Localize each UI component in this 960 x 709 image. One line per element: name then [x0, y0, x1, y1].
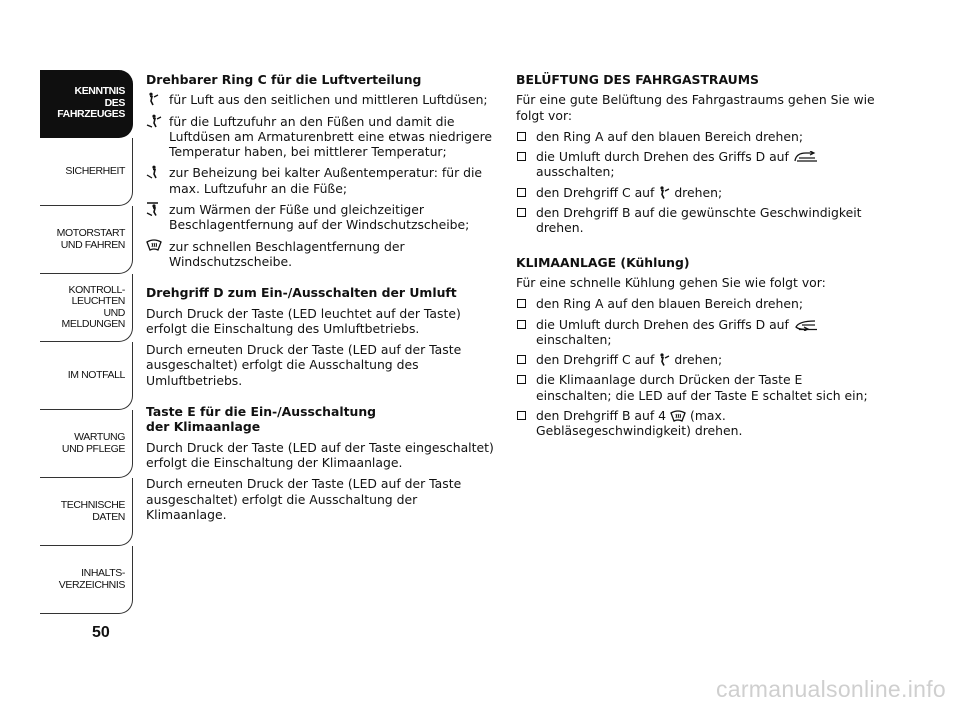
- list-item: den Ring A auf den blauen Bereich drehen;: [516, 296, 876, 311]
- tab-kenntnis[interactable]: [40, 70, 133, 138]
- list-item: zur schnellen Beschlagentfernung der Windschutzscheibe.: [146, 239, 498, 270]
- section-heading: KLIMAANLAGE (Kühlung): [516, 254, 690, 270]
- recirculation-icon: [793, 319, 819, 331]
- paragraph: Für eine schnelle Kühlung gehen Sie wie folgt vor:: [516, 274, 826, 290]
- section-heading: Taste E für die Ein-/Ausschaltung der Klimaanlage: [146, 404, 377, 435]
- tab-label: SICHERHEIT: [65, 164, 125, 177]
- paragraph: Durch Druck der Taste (LED leuchtet auf der Taste) erfolgt die Einschaltung des Umluftbetriebs.: [146, 305, 461, 336]
- face-feet-vent-icon: [146, 114, 165, 128]
- right-column: [516, 72, 876, 444]
- face-vent-icon: [658, 353, 670, 366]
- tab-label: MOTORSTART UND FAHREN: [56, 227, 125, 251]
- tab-label: WARTUNG UND PFLEGE: [61, 431, 125, 455]
- list-item: für die Luftzufuhr an den Füßen und damit die Luftdüsen am Armaturenbrett eine etwas niedrigere Temperatur haben, bei mittlerer Temperatur;: [146, 114, 498, 160]
- feet-defrost-icon: [146, 202, 165, 216]
- list-item: die Umluft durch Drehen des Griffs D auf einschalten;: [516, 317, 876, 348]
- list-item: die Klimaanlage durch Drücken der Taste E einschalten; die LED auf der Taste E schaltet sich ein;: [516, 372, 876, 403]
- windscreen-defrost-icon: [146, 239, 165, 253]
- list-item: zum Wärmen der Füße und gleichzeitiger Beschlagentfernung auf der Windschutzscheibe;: [146, 202, 498, 233]
- tab-inhaltsverzeichnis[interactable]: [40, 546, 133, 614]
- section-heading: Drehgriff D zum Ein-/Ausschalten der Umluft: [146, 285, 457, 301]
- left-column: [146, 72, 498, 528]
- tab-label: KENNTNIS DES FAHRZEUGES: [57, 85, 125, 121]
- watermark: carmanualsonline.info: [715, 676, 946, 702]
- list-item: den Drehgriff B auf 4 (max. Gebläsegeschwindigkeit) drehen.: [516, 408, 876, 439]
- tab-label: KONTROLL- LEUCHTEN UND MELDUNGEN: [61, 283, 125, 330]
- tab-kontrollleuchten[interactable]: [40, 274, 133, 342]
- windscreen-defrost-icon: [670, 410, 686, 422]
- tab-sicherheit[interactable]: [40, 138, 133, 206]
- outside-air-icon: [793, 151, 819, 163]
- section-heading: Drehbarer Ring C für die Luftverteilung: [146, 72, 422, 87]
- list-item: den Drehgriff C auf drehen;: [516, 352, 876, 367]
- face-vent-icon: [146, 92, 165, 106]
- feet-vent-icon: [146, 165, 165, 179]
- paragraph: Durch erneuten Druck der Taste (LED auf der Taste ausgeschaltet) erfolgt die Ausschaltung der Klimaanlage.: [146, 476, 462, 522]
- list-item: den Drehgriff B auf die gewünschte Geschwindigkeit drehen.: [516, 205, 876, 236]
- tab-label: IM NOTFALL: [67, 368, 125, 381]
- tab-motorstart[interactable]: [40, 206, 133, 274]
- list-item: die Umluft durch Drehen des Griffs D auf ausschalten;: [516, 149, 876, 180]
- tab-label: TECHNISCHE DATEN: [60, 499, 125, 523]
- face-vent-icon: [658, 186, 670, 199]
- tab-technische-daten[interactable]: [40, 478, 133, 546]
- tab-label: INHALTS- VERZEICHNIS: [58, 567, 125, 591]
- list-item: den Drehgriff C auf drehen;: [516, 185, 876, 200]
- section-heading: BELÜFTUNG DES FAHRGASTRAUMS: [516, 72, 759, 87]
- page-number: 50: [92, 624, 110, 641]
- paragraph: Durch Druck der Taste (LED auf der Taste eingeschaltet) erfolgt die Einschaltung der Klimaanlage.: [146, 439, 494, 470]
- list-item: den Ring A auf den blauen Bereich drehen;: [516, 129, 876, 144]
- list-item: zur Beheizung bei kalter Außentemperatur: für die max. Luftzufuhr an die Füße;: [146, 165, 498, 196]
- paragraph: Für eine gute Belüftung des Fahrgastraums gehen Sie wie folgt vor:: [516, 92, 875, 123]
- paragraph: Durch erneuten Druck der Taste (LED auf der Taste ausgeschaltet) erfolgt die Ausschaltung des Umluftbetriebs.: [146, 342, 462, 388]
- list-item: für Luft aus den seitlichen und mittleren Luftdüsen;: [146, 92, 498, 107]
- tab-wartung[interactable]: [40, 410, 133, 478]
- tab-im-notfall[interactable]: [40, 342, 133, 410]
- section-tabs: [40, 70, 133, 614]
